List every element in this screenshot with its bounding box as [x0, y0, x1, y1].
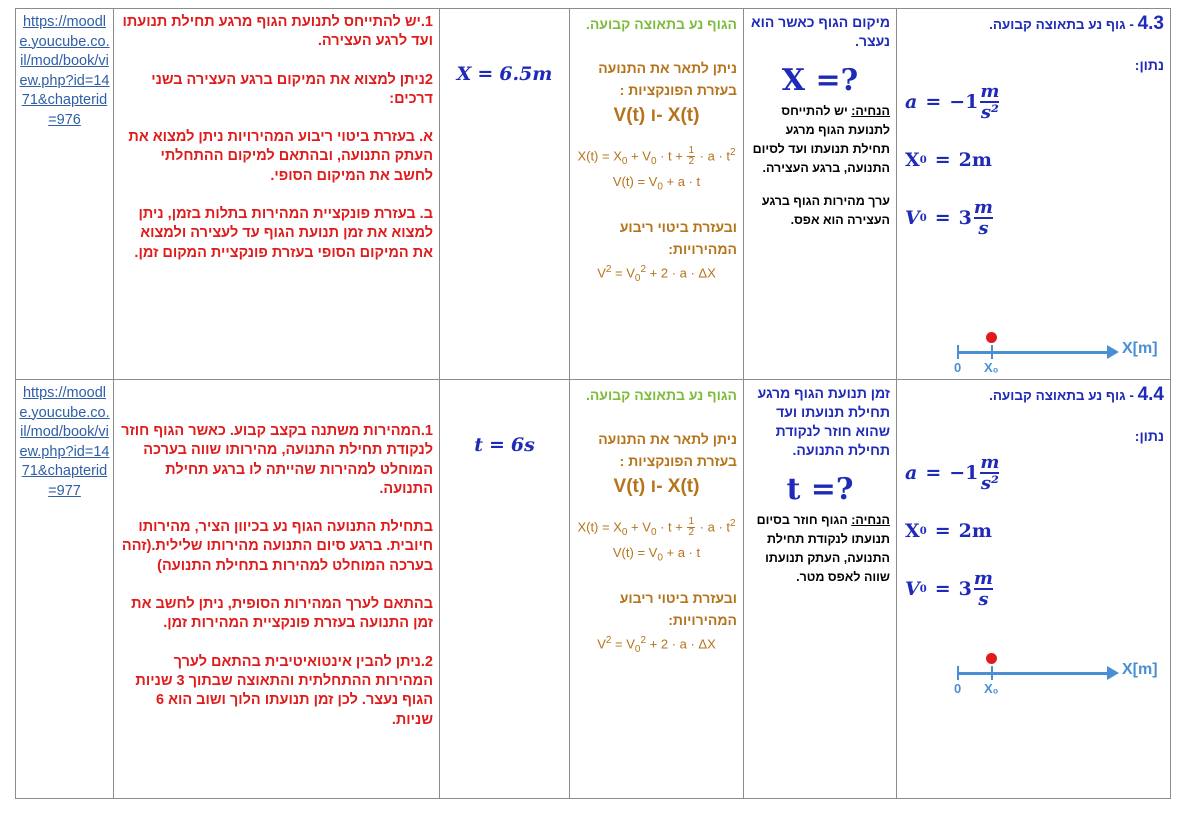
link-cell — [16, 9, 114, 380]
position-function: $X(t) = X_0 + V_0 \cdot t$ + $\frac{1}{2}$ · $a \cdot t^2$ — [577, 516, 736, 539]
axis-x0-label: X₀ — [984, 360, 999, 375]
axis-label: X[m] — [1122, 340, 1158, 357]
hint-text-2: ערך מהירות הגוף ברגע העצירה הוא אפס. — [761, 194, 890, 227]
given-cell — [897, 9, 1171, 380]
speed-square-label: ובעזרת ביטוי ריבוע המהירויות: — [619, 218, 737, 257]
body-marker — [986, 332, 997, 343]
problem-title-text: - גוף נע בתאוצה קבועה. — [989, 388, 1138, 403]
hint-block — [750, 511, 890, 587]
arrow-right-icon — [1107, 666, 1119, 680]
table-row — [16, 380, 1171, 799]
speed-square-formula: $V^2 = V_0^2 + 2 \cdot a \cdot \Delta X$ — [597, 634, 716, 655]
answer-number: 6s — [510, 434, 535, 456]
motion-type: הגוף נע בתאוצה קבועה. — [585, 387, 737, 403]
axis-x0-label: X₀ — [984, 681, 999, 696]
velocity-function: $V(t) = V_0 + a \cdot t$ — [612, 173, 701, 193]
initial-velocity-given: V 0 = 3 m s — [905, 197, 993, 239]
initial-position-given: X 0 = 2m — [905, 520, 992, 542]
method-describe: ניתן לתאר את התנועה בעזרת הפונקציות : — [598, 60, 737, 98]
motion-type: הגוף נע בתאוצה קבועה. — [585, 16, 737, 32]
explanation-paragraph: בהתאם לערך המהירות הסופית, ניתן לחשב את זמן התנועה בעזרת פונקציית המהירות זמן. — [131, 596, 433, 632]
given-label: נתון: — [1134, 57, 1164, 73]
answer-cell — [440, 9, 570, 380]
problem-number: 4.3 — [1137, 13, 1164, 34]
arrow-right-icon — [1107, 345, 1119, 359]
moodle-link[interactable]: https://moodle.youcube.co.il/mod/book/view.php?id=1471&chapterid=976 — [19, 14, 110, 128]
speed-square-label: ובעזרת ביטוי ריבוע המהירויות: — [619, 589, 737, 628]
body-marker — [986, 653, 997, 664]
problem-title-text: - גוף נע בתאוצה קבועה. — [989, 17, 1138, 32]
axis-zero-label: 0 — [954, 360, 962, 375]
explanation-paragraph: ב. בעזרת פונקציית המהירות בתלות בזמן, ניתן למצוא את זמן תנועת הגוף עד לעצירה ולמצוא את המיקום הסופי בעזרת פונקציית המקום זמן. — [134, 206, 433, 261]
unknown-question: זמן תנועת הגוף מרגע תחילת תנועתו ועד שהוא חוזר לנקודת תחילת התנועה. — [757, 385, 890, 458]
position-function: $X(t) = X_0 + V_0 \cdot t$ + $\frac{1}{2}$ · $a \cdot t^2$ — [577, 145, 736, 168]
axis-zero-label: 0 — [954, 681, 962, 696]
velocity-function: $V(t) = V_0 + a \cdot t$ — [612, 544, 701, 564]
answer-number: 6.5m — [499, 63, 553, 85]
moodle-link[interactable]: https://moodle.youcube.co.il/mod/book/view.php?id=1471&chapterid=977 — [19, 385, 110, 499]
acceleration-given: a = −1 m s² — [905, 452, 1000, 494]
exercise-table — [15, 8, 1171, 799]
hint-label: הנחיה: — [851, 104, 890, 118]
problem-title — [989, 384, 1164, 405]
unknown-cell — [744, 380, 897, 799]
unknown-symbol: X =? — [781, 63, 859, 98]
explanation-paragraph: 2.ניתן להבין אינטואיטיבית בהתאם לערך המהירות ההתחלתית והתאוצה שבתוך 3 שניות הגוף נעצר. לכן זמן תנועתו הלוך ושוב הוא 6 שניות. — [135, 653, 433, 728]
speed-square-formula: $V^2 = V_0^2 + 2 \cdot a \cdot \Delta X$ — [597, 263, 716, 284]
method-describe: ניתן לתאר את התנועה בעזרת הפונקציות : — [598, 431, 737, 469]
answer-eq: = — [477, 63, 494, 85]
hint-text: יש להתייחס לתנועת הגוף מרגע תחילת תנועתו ועד לסיום התנועה, ברגע העצירה. — [752, 104, 890, 175]
functions-label: V(t) ו- X(t) — [613, 105, 700, 126]
position-axis — [954, 336, 1167, 380]
answer-cell — [440, 380, 570, 799]
answer-var: X — [456, 63, 472, 85]
explanation-paragraph: א. בעזרת ביטוי ריבוע המהירויות ניתן למצוא את העתק התנועה, ובהתאם למיקום ההתחלתי לחשב את המיקום הסופי. — [128, 129, 433, 184]
given-label: נתון: — [1134, 428, 1164, 444]
answer-var: t — [474, 434, 483, 456]
answer-value — [457, 63, 553, 85]
explanation-cell — [114, 380, 440, 799]
explanation-paragraph: 2ניתן למצוא את המיקום ברגע העצירה בשני דרכים: — [151, 71, 433, 107]
acceleration-given: a = −1 m s² — [905, 81, 1000, 123]
answer-value — [474, 434, 535, 456]
axis-label: X[m] — [1122, 661, 1158, 678]
answer-eq: = — [488, 434, 505, 456]
explanation-paragraph: 1.יש להתייחס לתנועת הגוף מרגע תחילת תנועתו ועד לרגע העצירה. — [122, 14, 433, 50]
unknown-cell — [744, 9, 897, 380]
hint-label: הנחיה: — [851, 513, 890, 527]
hint-block — [750, 102, 890, 230]
link-cell — [16, 380, 114, 799]
method-cell — [570, 9, 744, 380]
hint-text: הגוף חוזר בסיום תנועתו לנקודת תחילת התנועה, העתק תנועתו שווה לאפס מטר. — [756, 513, 890, 584]
explanation-paragraph: 1.המהירות משתנה בקצב קבוע. כאשר הגוף חוזר לנקודת תחילת התנועה, מהירותו שווה בערכה המוחלט למהירות שהייתה לו ברגע תחילת התנועה. — [121, 423, 433, 497]
unknown-symbol: t =? — [786, 472, 854, 507]
explanation-paragraph: בתחילת התנועה הגוף נע בכיוון הציר, מהירותו חיובית. ברגע סיום התנועה מהירותו שלילית.(זהה בערכה המוחלט למהירות בתחילת התנועה) — [121, 519, 433, 574]
problem-title — [989, 13, 1164, 34]
unknown-question: מיקום הגוף כאשר הוא נעצר. — [751, 14, 890, 49]
given-cell — [897, 380, 1171, 799]
initial-position-given: X 0 = 2m — [905, 149, 992, 171]
explanation-cell — [114, 9, 440, 380]
position-axis — [954, 657, 1167, 701]
method-cell — [570, 380, 744, 799]
problem-number: 4.4 — [1137, 384, 1164, 405]
functions-label: V(t) ו- X(t) — [613, 476, 700, 497]
initial-velocity-given: V 0 = 3 m s — [905, 568, 993, 610]
table-row — [16, 9, 1171, 380]
